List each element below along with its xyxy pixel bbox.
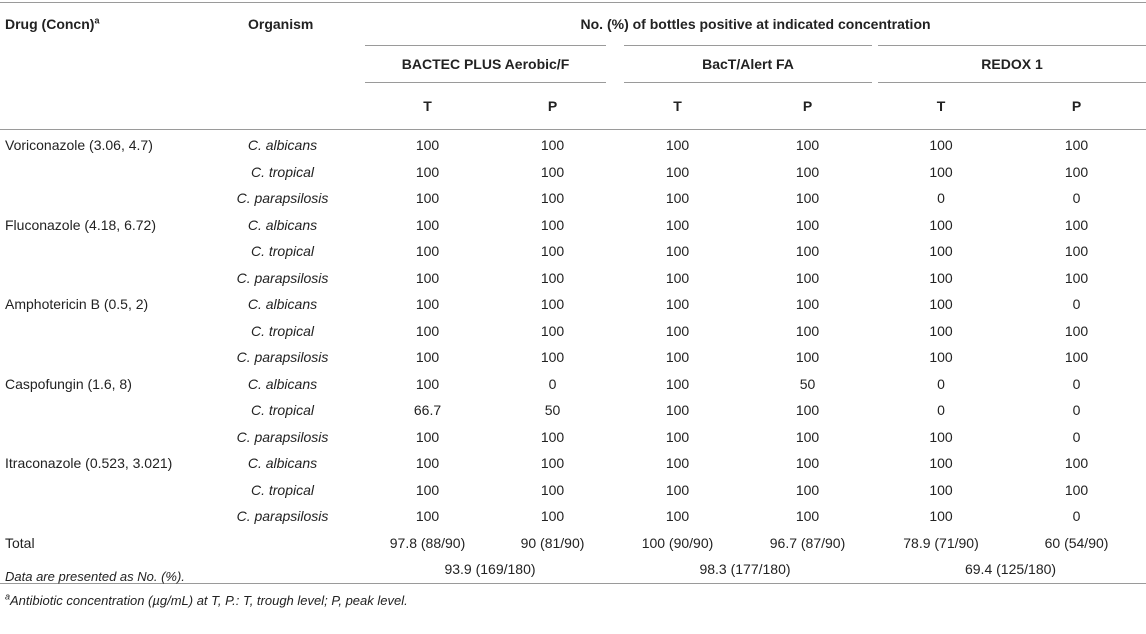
value-cell: 100 — [795, 349, 820, 366]
table-row — [0, 371, 1146, 398]
value-cell: 100 — [540, 296, 565, 313]
drug-cell: Voriconazole (3.06, 4.7) — [5, 137, 153, 154]
value-cell: 100 — [929, 455, 953, 472]
value-cell: 100 — [415, 296, 440, 313]
value-cell: 100 — [929, 349, 953, 366]
organism-cell: C. tropical — [250, 322, 315, 339]
header-row-1 — [0, 3, 1146, 46]
drug-cell: Amphotericin B (0.5, 2) — [5, 296, 149, 313]
group-header-redox: REDOX 1 — [875, 46, 1146, 83]
value-cell: 100 — [415, 508, 440, 525]
total-value-cell: 97.8 (88/90) — [389, 534, 466, 551]
drug-cell: Fluconazole (4.18, 6.72) — [5, 216, 156, 233]
value-cell: 100 — [795, 455, 820, 472]
value-cell: 100 — [929, 481, 953, 498]
value-cell: 100 — [415, 163, 440, 180]
table-row — [0, 212, 1146, 239]
value-cell: 100 — [415, 428, 440, 445]
value-cell: 100 — [929, 163, 953, 180]
value-cell: 100 — [1064, 243, 1089, 260]
value-cell: 100 — [540, 428, 565, 445]
drug-cell — [0, 159, 200, 186]
value-cell: 100 — [415, 190, 440, 207]
value-cell: 0 — [937, 375, 945, 392]
value-cell: 100 — [665, 163, 690, 180]
sub-header-t: T — [936, 98, 946, 114]
drug-cell — [0, 238, 200, 265]
organism-cell: C. albicans — [247, 216, 318, 233]
value-cell: 100 — [1064, 349, 1089, 366]
value-cell: 100 — [415, 375, 440, 392]
organism-cell: C. parapsilosis — [236, 508, 329, 525]
organism-column-header: Organism — [248, 16, 314, 33]
value-cell: 0 — [1072, 296, 1081, 313]
total-value-cell: 100 (90/90) — [641, 534, 714, 551]
value-cell: 100 — [795, 402, 820, 419]
value-cell: 100 — [540, 216, 565, 233]
group-header-bactec: BACTEC PLUS Aerobic/F — [365, 46, 615, 83]
value-cell: 100 — [795, 269, 820, 286]
group-header-bactalert: BacT/Alert FA — [615, 46, 875, 83]
drug-cell: Caspofungin (1.6, 8) — [5, 375, 132, 392]
value-cell: 100 — [540, 137, 565, 154]
drug-cell — [0, 344, 200, 371]
organism-cell: C. albicans — [247, 375, 318, 392]
drug-cell — [0, 265, 200, 292]
table-row — [0, 344, 1146, 371]
value-cell: 100 — [540, 243, 565, 260]
table-row — [0, 159, 1146, 186]
value-cell: 100 — [795, 243, 820, 260]
table-row — [0, 397, 1146, 424]
organism-cell: C. parapsilosis — [236, 190, 329, 207]
value-cell: 100 — [1064, 322, 1089, 339]
value-cell: 100 — [665, 402, 690, 419]
organism-cell: C. parapsilosis — [236, 428, 329, 445]
value-cell: 100 — [1064, 137, 1089, 154]
value-cell: 100 — [540, 349, 565, 366]
organism-cell: C. tropical — [250, 402, 315, 419]
organism-cell: C. albicans — [247, 296, 318, 313]
sub-header-p: P — [547, 98, 558, 114]
sub-header-t: T — [673, 98, 682, 114]
value-cell: 100 — [415, 455, 440, 472]
value-cell: 100 — [665, 428, 690, 445]
value-cell: 0 — [1072, 190, 1081, 207]
organism-cell: C. albicans — [247, 455, 318, 472]
value-cell: 100 — [415, 481, 440, 498]
drug-cell: Itraconazole (0.523, 3.021) — [5, 455, 173, 472]
total-value-cell: 60 (54/90) — [1044, 534, 1109, 551]
value-cell: 100 — [795, 428, 820, 445]
organism-cell: C. tropical — [250, 481, 315, 498]
value-cell: 100 — [929, 216, 953, 233]
value-cell: 0 — [1072, 402, 1081, 419]
value-cell: 100 — [540, 163, 565, 180]
value-cell: 100 — [795, 508, 820, 525]
organism-cell: C. parapsilosis — [236, 349, 329, 366]
header-row-2 — [0, 46, 1146, 83]
value-cell: 50 — [544, 402, 561, 419]
value-cell: 50 — [799, 375, 816, 392]
drug-cell — [0, 397, 200, 424]
header-row-3 — [0, 83, 1146, 130]
drug-column-header: Drug (Concn)$^a$ — [5, 15, 100, 33]
value-cell: 100 — [1064, 216, 1089, 233]
value-cell: 100 — [665, 269, 690, 286]
value-cell: 100 — [415, 349, 440, 366]
value-cell: 100 — [665, 243, 690, 260]
value-cell: 100 — [665, 349, 690, 366]
results-table — [0, 2, 1146, 584]
value-cell: 100 — [415, 216, 440, 233]
value-cell: 100 — [540, 190, 565, 207]
value-cell: 100 — [929, 137, 953, 154]
table-body — [0, 130, 1146, 584]
value-cell: 100 — [1064, 455, 1089, 472]
combined-total-cell: 93.9 (169/180) — [444, 561, 536, 578]
value-cell: 100 — [929, 428, 953, 445]
value-cell: 100 — [795, 296, 820, 313]
value-cell: 100 — [929, 243, 953, 260]
value-cell: 100 — [415, 137, 440, 154]
value-cell: 0 — [1072, 508, 1081, 525]
value-cell: 100 — [540, 481, 565, 498]
table-row — [0, 503, 1146, 530]
combined-total-cell: 98.3 (177/180) — [699, 561, 791, 578]
value-cell: 100 — [540, 269, 565, 286]
value-cell: 100 — [415, 243, 440, 260]
table-row — [0, 291, 1146, 318]
total-row — [0, 530, 1146, 557]
footnote-1: Data are presented as No. (%). — [5, 569, 185, 584]
drug-cell — [0, 477, 200, 504]
value-cell: 100 — [665, 216, 690, 233]
value-cell: 0 — [937, 402, 945, 419]
value-cell: 100 — [1064, 163, 1089, 180]
table-row — [0, 130, 1146, 159]
value-cell: 100 — [665, 508, 690, 525]
value-cell: 100 — [929, 322, 953, 339]
value-cell: 0 — [1072, 375, 1081, 392]
sub-header-p: P — [802, 98, 813, 114]
total-label: Total — [5, 534, 35, 551]
value-cell: 100 — [540, 322, 565, 339]
value-cell: 100 — [665, 322, 690, 339]
table-row — [0, 318, 1146, 345]
value-cell: 100 — [1064, 481, 1089, 498]
value-cell: 100 — [795, 190, 820, 207]
value-cell: 100 — [929, 508, 953, 525]
value-cell: 100 — [665, 137, 690, 154]
value-cell: 66.7 — [413, 402, 442, 419]
value-cell: 100 — [929, 296, 953, 313]
organism-cell: C. albicans — [247, 137, 318, 154]
combined-total-cell: 69.4 (125/180) — [964, 561, 1057, 578]
value-cell: 100 — [795, 137, 820, 154]
value-cell: 100 — [665, 481, 690, 498]
sub-header-t: T — [423, 98, 432, 114]
table-row — [0, 477, 1146, 504]
value-cell: 0 — [548, 375, 557, 392]
organism-cell: C. tropical — [250, 243, 315, 260]
drug-cell — [0, 185, 200, 212]
value-cell: 0 — [1072, 428, 1081, 445]
value-cell: 100 — [795, 481, 820, 498]
value-cell: 100 — [665, 375, 690, 392]
drug-cell — [0, 318, 200, 345]
footnote-2: $^a$Antibiotic concentration (µg/mL) at T, P.: T, trough level; P, peak level. — [5, 591, 408, 608]
value-cell: 100 — [665, 455, 690, 472]
value-cell: 100 — [795, 163, 820, 180]
value-cell: 100 — [665, 296, 690, 313]
value-cell: 100 — [795, 216, 820, 233]
value-cell: 100 — [665, 190, 690, 207]
table-row — [0, 185, 1146, 212]
value-cell: 100 — [415, 269, 440, 286]
organism-cell: C. parapsilosis — [236, 269, 329, 286]
value-cell: 100 — [1064, 269, 1089, 286]
total-value-cell: 78.9 (71/90) — [903, 534, 979, 551]
total-value-cell: 90 (81/90) — [520, 534, 585, 551]
sub-header-p: P — [1071, 98, 1082, 114]
drug-cell — [0, 503, 200, 530]
table-row — [0, 238, 1146, 265]
value-cell: 0 — [937, 190, 945, 207]
value-cell: 100 — [540, 455, 565, 472]
table-row — [0, 450, 1146, 477]
span-header: No. (%) of bottles positive at indicated concentration — [580, 16, 931, 32]
value-cell: 100 — [540, 508, 565, 525]
value-cell: 100 — [795, 322, 820, 339]
drug-cell — [0, 424, 200, 451]
table-row — [0, 424, 1146, 451]
value-cell: 100 — [929, 269, 953, 286]
total-value-cell: 96.7 (87/90) — [769, 534, 846, 551]
table-row — [0, 265, 1146, 292]
organism-cell: C. tropical — [250, 163, 315, 180]
value-cell: 100 — [415, 322, 440, 339]
